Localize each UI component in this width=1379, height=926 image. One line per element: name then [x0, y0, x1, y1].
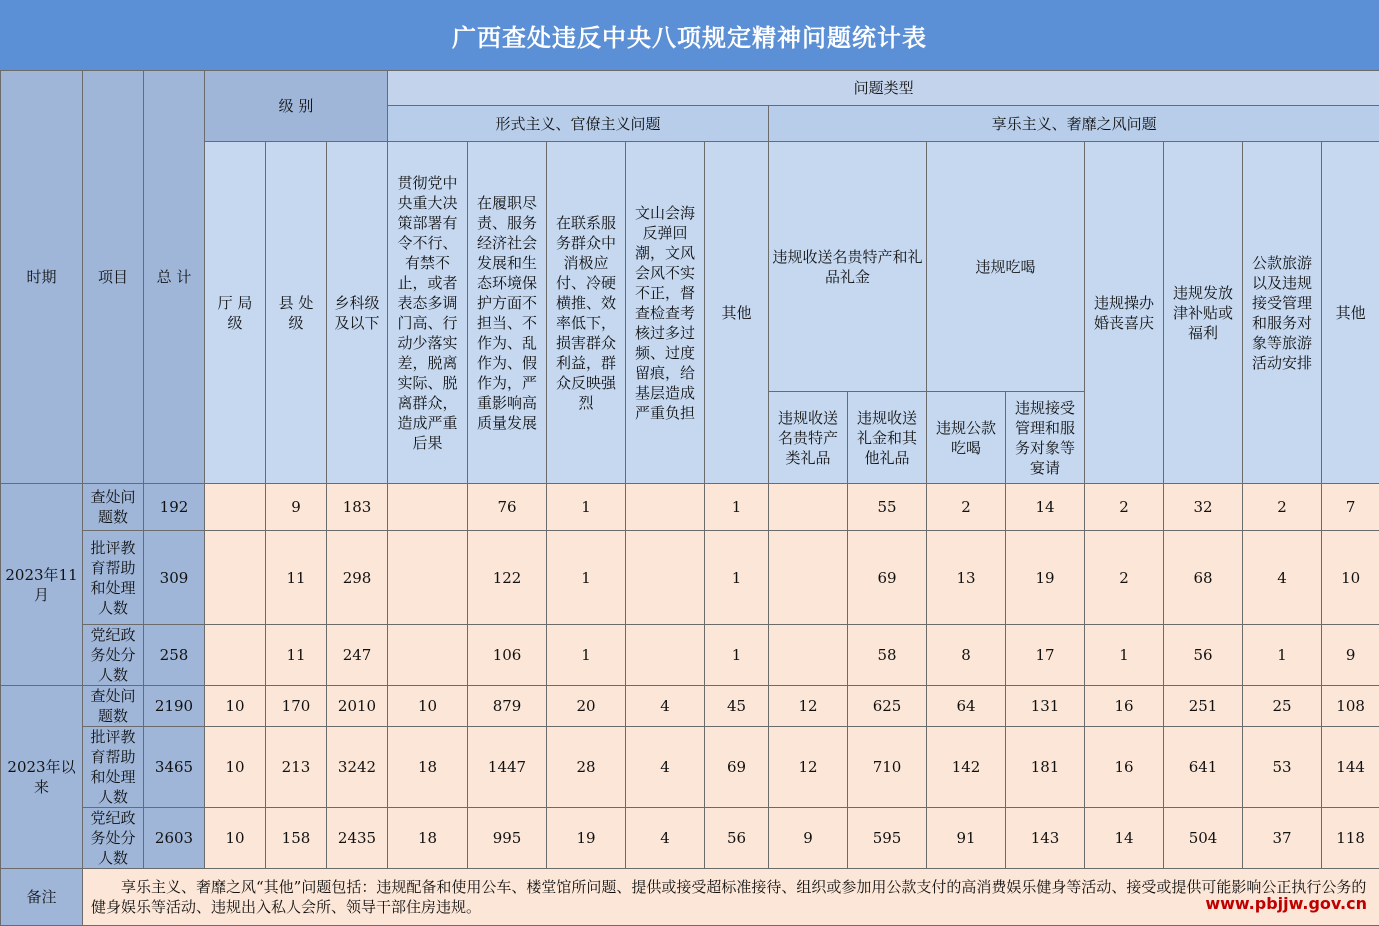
table-cell: 20 — [547, 686, 626, 727]
table-cell: 4 — [1243, 531, 1322, 625]
table-cell: 10 — [388, 686, 468, 727]
table-row — [1, 808, 1379, 869]
table-cell: 309 — [144, 531, 205, 625]
row-item-label: 查处问题数 — [83, 686, 144, 727]
table-row — [1, 686, 1379, 727]
table-cell: 12 — [769, 686, 848, 727]
table-cell: 2603 — [144, 808, 205, 869]
table-cell: 641 — [1164, 727, 1243, 808]
table-cell: 181 — [1006, 727, 1085, 808]
table-cell: 143 — [1006, 808, 1085, 869]
header-gift-a: 违规收送名贵特产类礼品 — [769, 392, 848, 484]
table-cell: 4 — [626, 727, 705, 808]
table-cell: 247 — [327, 625, 388, 686]
table-cell: 56 — [705, 808, 769, 869]
table-cell: 8 — [927, 625, 1006, 686]
table-cell: 595 — [848, 808, 927, 869]
table-cell: 158 — [266, 808, 327, 869]
table-cell — [626, 484, 705, 531]
table-cell: 2 — [1243, 484, 1322, 531]
table-cell — [769, 484, 848, 531]
table-cell: 9 — [1322, 625, 1379, 686]
header-wedding: 违规操办婚丧喜庆 — [1085, 142, 1164, 484]
table-cell: 2 — [1085, 484, 1164, 531]
table-cell: 58 — [848, 625, 927, 686]
table-cell: 170 — [266, 686, 327, 727]
table-cell: 118 — [1322, 808, 1379, 869]
table-cell: 11 — [266, 531, 327, 625]
table-cell: 1 — [705, 484, 769, 531]
header-item: 项目 — [83, 71, 144, 484]
table-cell: 122 — [468, 531, 547, 625]
table-cell: 1 — [547, 484, 626, 531]
table-cell: 1 — [705, 531, 769, 625]
table-cell: 298 — [327, 531, 388, 625]
table-cell: 19 — [547, 808, 626, 869]
header-eat-a: 违规公款吃喝 — [927, 392, 1006, 484]
header-xiang-ke: 乡科级及以下 — [327, 142, 388, 484]
table-cell: 28 — [547, 727, 626, 808]
table-cell: 9 — [769, 808, 848, 869]
table-cell: 1447 — [468, 727, 547, 808]
header-gift: 违规收送名贵特产和礼品礼金 — [769, 142, 927, 392]
header-hedonism: 享乐主义、奢靡之风问题 — [769, 106, 1379, 142]
table-cell: 142 — [927, 727, 1006, 808]
stats-table — [0, 70, 1379, 926]
table-row — [1, 484, 1379, 531]
table-cell: 18 — [388, 808, 468, 869]
note-label: 备注 — [1, 869, 83, 926]
table-cell: 1 — [1085, 625, 1164, 686]
table-cell: 7 — [1322, 484, 1379, 531]
table-cell: 2010 — [327, 686, 388, 727]
table-cell: 10 — [205, 686, 266, 727]
table-cell: 183 — [327, 484, 388, 531]
table-cell: 710 — [848, 727, 927, 808]
table-cell — [769, 625, 848, 686]
table-cell: 995 — [468, 808, 547, 869]
table-cell — [388, 625, 468, 686]
table-cell: 69 — [705, 727, 769, 808]
table-cell — [388, 484, 468, 531]
header-hedonism-other: 其他 — [1322, 142, 1379, 484]
table-cell: 1 — [547, 531, 626, 625]
table-cell: 32 — [1164, 484, 1243, 531]
header-xian-chu: 县 处 级 — [266, 142, 327, 484]
header-travel: 公款旅游以及违规接受管理和服务对象等旅游活动安排 — [1243, 142, 1322, 484]
table-cell: 37 — [1243, 808, 1322, 869]
table-cell: 11 — [266, 625, 327, 686]
table-cell: 1 — [1243, 625, 1322, 686]
row-item-label: 党纪政务处分人数 — [83, 625, 144, 686]
table-cell: 3465 — [144, 727, 205, 808]
table-cell — [769, 531, 848, 625]
row-item-label: 批评教育帮助和处理人数 — [83, 531, 144, 625]
row-item-label: 党纪政务处分人数 — [83, 808, 144, 869]
table-cell: 144 — [1322, 727, 1379, 808]
table-cell: 106 — [468, 625, 547, 686]
table-cell: 3242 — [327, 727, 388, 808]
row-item-label: 查处问题数 — [83, 484, 144, 531]
table-cell: 25 — [1243, 686, 1322, 727]
header-formalism-other: 其他 — [705, 142, 769, 484]
table-cell: 69 — [848, 531, 927, 625]
table-cell: 2190 — [144, 686, 205, 727]
table-cell — [388, 531, 468, 625]
table-cell: 2 — [1085, 531, 1164, 625]
table-cell: 131 — [1006, 686, 1085, 727]
table-cell: 10 — [205, 808, 266, 869]
table-cell: 2435 — [327, 808, 388, 869]
header-period: 时期 — [1, 71, 83, 484]
table-cell: 258 — [144, 625, 205, 686]
table-cell: 879 — [468, 686, 547, 727]
table-cell: 251 — [1164, 686, 1243, 727]
header-gift-b: 违规收送礼金和其他礼品 — [848, 392, 927, 484]
table-cell: 2 — [927, 484, 1006, 531]
table-cell: 16 — [1085, 727, 1164, 808]
table-cell — [205, 531, 266, 625]
note-row — [1, 869, 1379, 926]
table-title: 广西查处违反中央八项规定精神问题统计表 — [0, 0, 1379, 70]
table-cell — [626, 625, 705, 686]
footer-url: www.pbjjw.gov.cn — [1205, 894, 1367, 913]
header-problem-types: 问题类型 — [388, 71, 1379, 106]
table-cell: 192 — [144, 484, 205, 531]
table-cell: 68 — [1164, 531, 1243, 625]
table-cell: 10 — [205, 727, 266, 808]
table-cell: 53 — [1243, 727, 1322, 808]
table-cell — [205, 484, 266, 531]
header-formalism: 形式主义、官僚主义问题 — [388, 106, 769, 142]
table-row — [1, 727, 1379, 808]
header-eat-b: 违规接受管理和服务对象等宴请 — [1006, 392, 1085, 484]
table-row — [1, 531, 1379, 625]
row-item-label: 批评教育帮助和处理人数 — [83, 727, 144, 808]
header-formalism-2: 在履职尽责、服务经济社会发展和生态环境保护方面不担当、不作为、乱作为、假作为，严重影响高质量发展 — [468, 142, 547, 484]
note-text: 享乐主义、奢靡之风“其他”问题包括：违规配备和使用公车、楼堂馆所问题、提供或接受超标准接待、组织或参加用公款支付的高消费娱乐健身等活动、接受或提供可能影响公正执行公务的健身娱乐等活动、违规出入私人会所、领导干部住房违规。 — [83, 869, 1379, 926]
table-cell: 64 — [927, 686, 1006, 727]
table-cell: 17 — [1006, 625, 1085, 686]
header-allowance: 违规发放津补贴或福利 — [1164, 142, 1243, 484]
period-label: 2023年11月 — [1, 484, 83, 686]
table-cell: 56 — [1164, 625, 1243, 686]
table-cell: 13 — [927, 531, 1006, 625]
table-cell: 625 — [848, 686, 927, 727]
table-cell — [205, 625, 266, 686]
table-cell: 213 — [266, 727, 327, 808]
table-cell: 504 — [1164, 808, 1243, 869]
table-cell: 4 — [626, 686, 705, 727]
table-cell: 1 — [547, 625, 626, 686]
table-row — [1, 625, 1379, 686]
table-cell: 14 — [1085, 808, 1164, 869]
table-cell: 1 — [705, 625, 769, 686]
table-cell: 4 — [626, 808, 705, 869]
table-cell: 16 — [1085, 686, 1164, 727]
header-total: 总 计 — [144, 71, 205, 484]
table-cell: 18 — [388, 727, 468, 808]
header-eat: 违规吃喝 — [927, 142, 1085, 392]
header-formalism-4: 文山会海反弹回潮，文风会风不实不正，督查检查考核过多过频、过度留痕，给基层造成严重负担 — [626, 142, 705, 484]
table-cell: 108 — [1322, 686, 1379, 727]
header-ting-ju: 厅 局 级 — [205, 142, 266, 484]
table-cell: 12 — [769, 727, 848, 808]
header-formalism-3: 在联系服务群众中消极应付、冷硬横推、效率低下，损害群众利益，群众反映强烈 — [547, 142, 626, 484]
header-level: 级 别 — [205, 71, 388, 142]
table-cell — [626, 531, 705, 625]
table-cell: 55 — [848, 484, 927, 531]
table-cell: 91 — [927, 808, 1006, 869]
header-formalism-1: 贯彻党中央重大决策部署有令不行、有禁不止，或者表态多调门高、行动少落实差，脱离实际、脱离群众，造成严重后果 — [388, 142, 468, 484]
table-cell: 9 — [266, 484, 327, 531]
table-cell: 10 — [1322, 531, 1379, 625]
table-cell: 14 — [1006, 484, 1085, 531]
table-cell: 19 — [1006, 531, 1085, 625]
table-cell: 76 — [468, 484, 547, 531]
period-label: 2023年以来 — [1, 686, 83, 869]
table-cell: 45 — [705, 686, 769, 727]
